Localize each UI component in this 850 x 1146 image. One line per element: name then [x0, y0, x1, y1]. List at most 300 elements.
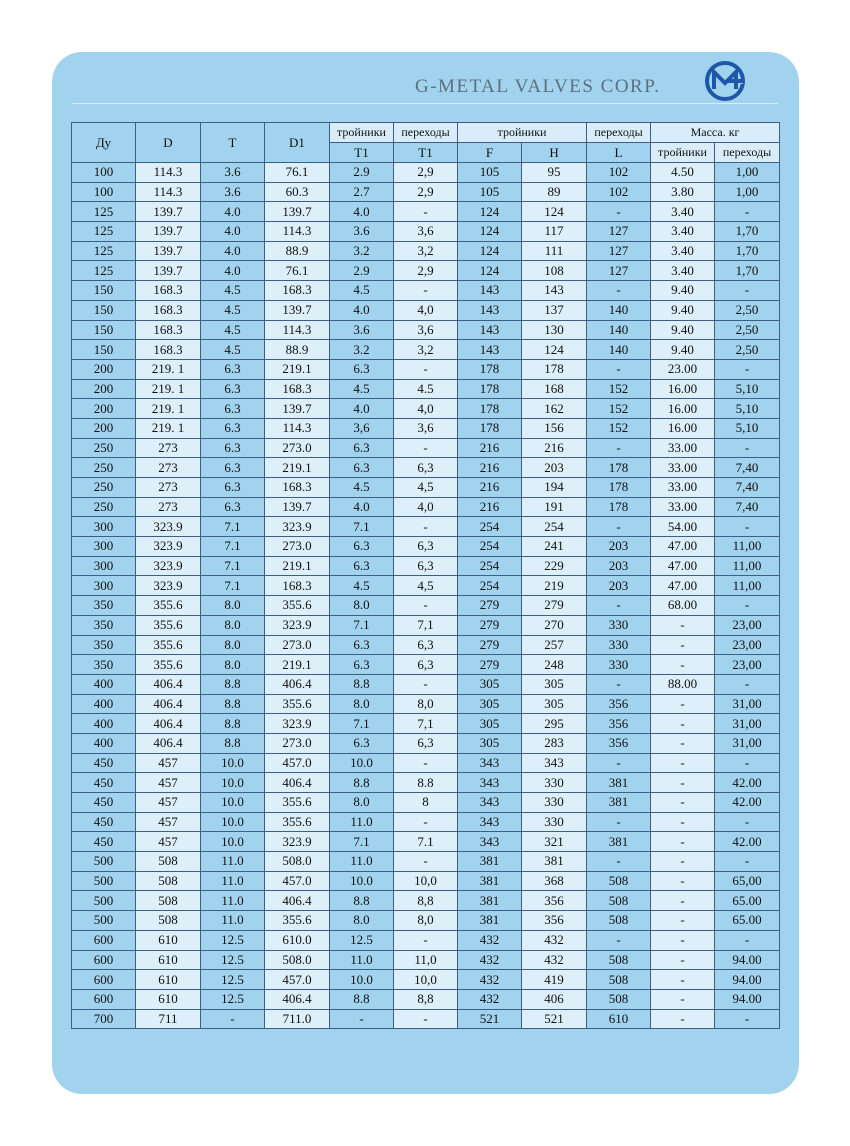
table-row: [72, 399, 780, 419]
table-cell: 94.00: [715, 989, 780, 1009]
table-cell: 283: [522, 733, 587, 753]
table-cell: 168.3: [265, 281, 330, 301]
table-cell: 11.0: [201, 852, 265, 872]
table-cell: 350: [72, 615, 136, 635]
table-cell: 4.5: [201, 281, 265, 301]
table-cell: 508: [587, 950, 651, 970]
table-cell: 65.00: [715, 911, 780, 931]
table-cell: 273: [136, 458, 201, 478]
table-cell: 162: [522, 399, 587, 419]
table-cell: -: [651, 911, 715, 931]
table-cell: 4.5: [330, 281, 394, 301]
table-cell: 508: [136, 911, 201, 931]
table-cell: 3.2: [330, 241, 394, 261]
table-cell: 203: [522, 458, 587, 478]
table-cell: 114.3: [265, 320, 330, 340]
table-row: [72, 281, 780, 301]
table-cell: 124: [458, 261, 522, 281]
table-cell: 8.8: [201, 674, 265, 694]
table-cell: 2,50: [715, 320, 780, 340]
table-cell: 191: [522, 497, 587, 517]
table-cell: 343: [458, 832, 522, 852]
table-cell: 3.6: [330, 222, 394, 242]
table-cell: -: [715, 812, 780, 832]
table-cell: -: [651, 871, 715, 891]
table-cell: 168: [522, 379, 587, 399]
table-cell: 88.9: [265, 241, 330, 261]
table-cell: 8,0: [394, 694, 458, 714]
table-cell: 419: [522, 970, 587, 990]
table-cell: 8.8: [394, 773, 458, 793]
table-cell: 6.3: [330, 655, 394, 675]
table-row: [72, 753, 780, 773]
table-row: [72, 1009, 780, 1029]
table-cell: 12.5: [201, 989, 265, 1009]
table-cell: 139.7: [136, 241, 201, 261]
table-cell: 3,6: [394, 418, 458, 438]
table-cell: 105: [458, 163, 522, 183]
table-cell: 356: [587, 733, 651, 753]
table-cell: 10.0: [201, 773, 265, 793]
table-row: [72, 182, 780, 202]
table-cell: 117: [522, 222, 587, 242]
table-cell: 8.8: [201, 694, 265, 714]
table-cell: 323.9: [136, 537, 201, 557]
table-cell: 3.6: [201, 163, 265, 183]
table-cell: 89: [522, 182, 587, 202]
table-cell: 355.6: [265, 911, 330, 931]
table-row: [72, 615, 780, 635]
pipe-fittings-table: [71, 122, 780, 1029]
table-cell: -: [587, 753, 651, 773]
table-cell: 343: [458, 812, 522, 832]
table-cell: 10.0: [330, 970, 394, 990]
table-cell: 200: [72, 418, 136, 438]
table-cell: 168.3: [136, 300, 201, 320]
table-cell: -: [651, 793, 715, 813]
table-cell: 381: [458, 911, 522, 931]
table-cell: 4.0: [330, 497, 394, 517]
table-cell: 127: [587, 261, 651, 281]
table-cell: 4.5: [201, 320, 265, 340]
table-cell: 300: [72, 556, 136, 576]
table-cell: 143: [522, 281, 587, 301]
table-cell: 2,50: [715, 340, 780, 360]
table-cell: 1,70: [715, 241, 780, 261]
table-cell: 500: [72, 871, 136, 891]
table-cell: 600: [72, 930, 136, 950]
table-cell: 254: [458, 576, 522, 596]
table-cell: 305: [522, 674, 587, 694]
table-cell: 273.0: [265, 537, 330, 557]
table-cell: 152: [587, 379, 651, 399]
table-cell: 219. 1: [136, 418, 201, 438]
table-cell: 457.0: [265, 970, 330, 990]
table-cell: 16.00: [651, 399, 715, 419]
table-cell: -: [651, 773, 715, 793]
table-cell: 381: [587, 832, 651, 852]
table-cell: 343: [458, 793, 522, 813]
table-cell: 279: [458, 635, 522, 655]
table-cell: 137: [522, 300, 587, 320]
table-cell: -: [651, 891, 715, 911]
table-cell: 6,3: [394, 458, 458, 478]
table-cell: 432: [458, 930, 522, 950]
table-cell: 508: [587, 989, 651, 1009]
table-row: [72, 694, 780, 714]
table-cell: 152: [587, 399, 651, 419]
table-cell: 7.1: [394, 832, 458, 852]
table-cell: 216: [458, 497, 522, 517]
table-cell: 47.00: [651, 537, 715, 557]
table-cell: 3,6: [394, 222, 458, 242]
table-cell: 381: [458, 871, 522, 891]
table-cell: 6.3: [201, 399, 265, 419]
table-row: [72, 300, 780, 320]
table-cell: 168.3: [265, 576, 330, 596]
table-cell: 200: [72, 399, 136, 419]
table-cell: 4,0: [394, 300, 458, 320]
table-cell: 6,3: [394, 733, 458, 753]
table-cell: 2.9: [330, 261, 394, 281]
table-cell: 42.00: [715, 793, 780, 813]
table-header-row: [72, 123, 780, 143]
table-cell: 254: [458, 556, 522, 576]
table-cell: 100: [72, 163, 136, 183]
table-row: [72, 458, 780, 478]
table-row: [72, 930, 780, 950]
table-cell: 279: [458, 615, 522, 635]
table-cell: 343: [458, 753, 522, 773]
table-cell: 216: [458, 478, 522, 498]
table-cell: -: [394, 359, 458, 379]
table-cell: 23,00: [715, 635, 780, 655]
table-cell: 610: [587, 1009, 651, 1029]
table-cell: 8,8: [394, 989, 458, 1009]
table-cell: 508: [587, 911, 651, 931]
table-cell: 4.0: [201, 202, 265, 222]
table-cell: 178: [458, 359, 522, 379]
table-cell: 305: [458, 733, 522, 753]
table-row: [72, 773, 780, 793]
table-cell: 330: [587, 635, 651, 655]
table-cell: -: [201, 1009, 265, 1029]
table-cell: 381: [587, 793, 651, 813]
table-cell: 323.9: [136, 576, 201, 596]
table-cell: 114.3: [136, 182, 201, 202]
table-cell: -: [587, 517, 651, 537]
table-cell: 8.0: [201, 615, 265, 635]
table-cell: 400: [72, 714, 136, 734]
table-cell: 355.6: [265, 694, 330, 714]
table-cell: 10,0: [394, 871, 458, 891]
table-cell: 257: [522, 635, 587, 655]
table-cell: 10.0: [201, 812, 265, 832]
table-cell: 7.1: [201, 517, 265, 537]
table-row: [72, 852, 780, 872]
table-cell: -: [651, 655, 715, 675]
table-cell: -: [651, 1009, 715, 1029]
table-cell: 6.3: [330, 635, 394, 655]
table-cell: 140: [587, 320, 651, 340]
table-cell: -: [715, 1009, 780, 1029]
table-cell: -: [651, 714, 715, 734]
table-row: [72, 812, 780, 832]
table-cell: 355.6: [136, 635, 201, 655]
table-cell: 7,40: [715, 497, 780, 517]
table-cell: 60.3: [265, 182, 330, 202]
table-cell: 219. 1: [136, 399, 201, 419]
table-cell: 4,0: [394, 497, 458, 517]
table-row: [72, 891, 780, 911]
table-cell: -: [715, 930, 780, 950]
table-cell: 2,9: [394, 261, 458, 281]
table-cell: 406.4: [265, 674, 330, 694]
table-cell: 6.3: [201, 438, 265, 458]
table-cell: 432: [522, 950, 587, 970]
col-header-t: T: [201, 123, 265, 163]
col-header-d: D: [136, 123, 201, 163]
table-cell: 350: [72, 596, 136, 616]
table-cell: 1,00: [715, 163, 780, 183]
table-cell: 2.7: [330, 182, 394, 202]
table-cell: 508: [587, 891, 651, 911]
table-cell: 11,00: [715, 576, 780, 596]
table-cell: -: [587, 202, 651, 222]
table-cell: 254: [458, 517, 522, 537]
col-subheader-mass-tees: тройники: [651, 143, 715, 163]
table-cell: 8.8: [330, 891, 394, 911]
table-cell: -: [651, 852, 715, 872]
table-cell: 8.8: [330, 674, 394, 694]
table-row: [72, 320, 780, 340]
table-cell: 600: [72, 989, 136, 1009]
table-cell: 6.3: [201, 418, 265, 438]
table-cell: 9.40: [651, 281, 715, 301]
table-cell: 2,9: [394, 182, 458, 202]
table-cell: 194: [522, 478, 587, 498]
table-cell: 508.0: [265, 852, 330, 872]
table-cell: 139.7: [136, 202, 201, 222]
table-cell: 305: [458, 694, 522, 714]
table-cell: 7.1: [330, 517, 394, 537]
table-cell: 305: [458, 674, 522, 694]
table-cell: 508: [136, 871, 201, 891]
table-cell: 3,2: [394, 241, 458, 261]
table-cell: 168.3: [265, 379, 330, 399]
table-cell: 432: [458, 989, 522, 1009]
table-cell: 254: [522, 517, 587, 537]
table-cell: 47.00: [651, 556, 715, 576]
table-cell: -: [587, 812, 651, 832]
table-cell: 3.40: [651, 261, 715, 281]
table-cell: 11.0: [201, 891, 265, 911]
table-cell: 65.00: [715, 891, 780, 911]
table-cell: 11.0: [330, 852, 394, 872]
table-cell: 6.3: [201, 379, 265, 399]
table-cell: 254: [458, 537, 522, 557]
table-cell: 330: [522, 812, 587, 832]
table-cell: 178: [458, 418, 522, 438]
table-cell: 406.4: [136, 733, 201, 753]
table-cell: 125: [72, 261, 136, 281]
col-header-tees-fh: тройники: [458, 123, 587, 143]
table-cell: 12.5: [201, 970, 265, 990]
table-cell: 23.00: [651, 359, 715, 379]
table-cell: -: [651, 989, 715, 1009]
table-cell: 31,00: [715, 714, 780, 734]
table-cell: 7,40: [715, 458, 780, 478]
table-cell: 139.7: [136, 222, 201, 242]
table-cell: 124: [458, 222, 522, 242]
table-cell: 16.00: [651, 418, 715, 438]
table-cell: 130: [522, 320, 587, 340]
table-cell: 500: [72, 891, 136, 911]
table-cell: 8.8: [201, 714, 265, 734]
table-cell: 219.1: [265, 359, 330, 379]
table-cell: 68.00: [651, 596, 715, 616]
table-cell: 610: [136, 970, 201, 990]
table-cell: 4.0: [330, 202, 394, 222]
table-row: [72, 418, 780, 438]
table-cell: 125: [72, 222, 136, 242]
table-cell: 323.9: [136, 556, 201, 576]
table-cell: 6.3: [330, 359, 394, 379]
table-cell: 23,00: [715, 615, 780, 635]
table-cell: 381: [458, 891, 522, 911]
table-cell: 7,40: [715, 478, 780, 498]
table-cell: 4.5: [201, 340, 265, 360]
table-cell: 178: [458, 399, 522, 419]
col-subheader-t1-reducers: T1: [394, 143, 458, 163]
table-cell: 6,3: [394, 556, 458, 576]
table-cell: 6,3: [394, 655, 458, 675]
table-cell: 8,8: [394, 891, 458, 911]
table-row: [72, 576, 780, 596]
table-cell: 323.9: [265, 517, 330, 537]
table-cell: 88.9: [265, 340, 330, 360]
table-cell: 273.0: [265, 635, 330, 655]
table-cell: 6.3: [330, 458, 394, 478]
table-cell: -: [587, 852, 651, 872]
table-cell: 610: [136, 950, 201, 970]
table-cell: 2,50: [715, 300, 780, 320]
table-cell: -: [587, 281, 651, 301]
table-cell: 33.00: [651, 458, 715, 478]
table-row: [72, 556, 780, 576]
table-cell: 8.0: [201, 635, 265, 655]
table-cell: 127: [587, 241, 651, 261]
table-cell: 124: [522, 340, 587, 360]
table-cell: 330: [522, 773, 587, 793]
table-cell: 42.00: [715, 832, 780, 852]
table-cell: 248: [522, 655, 587, 675]
table-cell: 31,00: [715, 733, 780, 753]
table-cell: -: [651, 950, 715, 970]
table-cell: 203: [587, 556, 651, 576]
table-cell: 711.0: [265, 1009, 330, 1029]
table-cell: 31,00: [715, 694, 780, 714]
table-cell: 4.0: [201, 261, 265, 281]
table-cell: 8.8: [330, 773, 394, 793]
table-cell: 4.0: [201, 222, 265, 242]
table-cell: 457: [136, 832, 201, 852]
table-cell: 6.3: [201, 359, 265, 379]
table-cell: 250: [72, 497, 136, 517]
table-cell: 2,9: [394, 163, 458, 183]
table-cell: 279: [458, 596, 522, 616]
table-cell: 88.00: [651, 674, 715, 694]
table-row: [72, 438, 780, 458]
table-cell: 279: [458, 655, 522, 675]
table-cell: 323.9: [136, 517, 201, 537]
table-cell: 9.40: [651, 320, 715, 340]
table-row: [72, 222, 780, 242]
table-cell: 610: [136, 930, 201, 950]
table-cell: 11.0: [201, 871, 265, 891]
table-cell: -: [651, 635, 715, 655]
table-cell: 323.9: [265, 615, 330, 635]
table-cell: 4.0: [201, 241, 265, 261]
table-cell: 521: [522, 1009, 587, 1029]
table-cell: 219. 1: [136, 379, 201, 399]
table-cell: 457.0: [265, 753, 330, 773]
table-cell: 5,10: [715, 418, 780, 438]
table-cell: 16.00: [651, 379, 715, 399]
table-cell: 381: [522, 852, 587, 872]
table-cell: 139.7: [265, 399, 330, 419]
table-cell: 143: [458, 281, 522, 301]
table-cell: 273.0: [265, 438, 330, 458]
table-row: [72, 832, 780, 852]
table-cell: 4,0: [394, 399, 458, 419]
table-cell: 12.5: [330, 930, 394, 950]
table-cell: 330: [587, 655, 651, 675]
table-cell: 111: [522, 241, 587, 261]
table-cell: 76.1: [265, 261, 330, 281]
table-cell: 12.5: [201, 950, 265, 970]
table-cell: 8.0: [330, 596, 394, 616]
table-row: [72, 714, 780, 734]
table-cell: 356: [587, 694, 651, 714]
table-cell: 400: [72, 694, 136, 714]
table-cell: 94.00: [715, 970, 780, 990]
table-row: [72, 674, 780, 694]
table-cell: -: [715, 596, 780, 616]
table-cell: 143: [458, 340, 522, 360]
table-cell: -: [651, 694, 715, 714]
table-cell: 432: [522, 930, 587, 950]
table-cell: 355.6: [265, 596, 330, 616]
table-cell: 33.00: [651, 438, 715, 458]
table-cell: 3,6: [394, 320, 458, 340]
table-cell: -: [330, 1009, 394, 1029]
table-cell: 4.0: [330, 300, 394, 320]
col-subheader-t1-tees: T1: [330, 143, 394, 163]
table-cell: -: [587, 438, 651, 458]
table-cell: -: [394, 852, 458, 872]
table-cell: 150: [72, 281, 136, 301]
company-name: G-METAL VALVES CORP.: [415, 76, 661, 97]
table-cell: 356: [522, 891, 587, 911]
table-cell: 8.8: [330, 989, 394, 1009]
table-cell: 6.3: [330, 537, 394, 557]
table-cell: 178: [522, 359, 587, 379]
table-cell: 406.4: [136, 694, 201, 714]
table-cell: 381: [458, 852, 522, 872]
table-cell: 125: [72, 202, 136, 222]
table-cell: 250: [72, 478, 136, 498]
